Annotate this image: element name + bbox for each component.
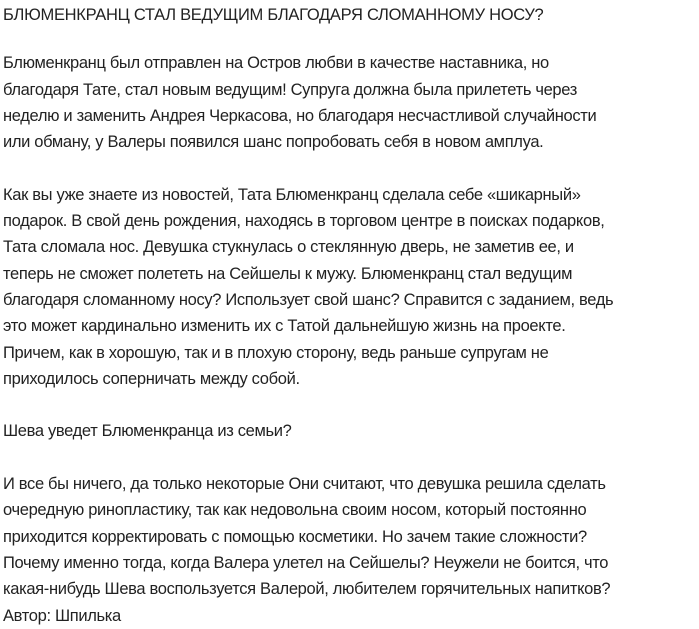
text-line: Почему именно тогда, когда Валера улетел на Сейшелы? Неужели не боится, что	[3, 552, 609, 572]
text-line: Причем, как в хорошую, так и в плохую сторону, ведь раньше супругам не	[3, 342, 549, 362]
text-line: благодаря сломанному носу? Использует свой шанс? Справится с заданием, ведь	[3, 289, 614, 309]
text-line: теперь не сможет полететь на Сейшелы к мужу. Блюменкранц стал ведущим	[3, 263, 573, 283]
text-line: благодаря Тате, стал новым ведущим! Супруга должна была прилететь через	[3, 79, 577, 99]
author-line: Автор: Шпилька	[3, 605, 121, 625]
text-line: Блюменкранц был отправлен на Остров любви в качестве наставника, но	[3, 53, 549, 73]
paragraph-broken-nose	[3, 182, 699, 392]
text-line: неделю и заменить Андрея Черкасова, но благодаря несчастливой случайности	[3, 105, 597, 125]
text-line: приходилось соперничать между собой.	[3, 368, 300, 388]
text-line: Как вы уже знаете из новостей, Тата Блюменкранц сделала себе «шикарный»	[3, 184, 581, 204]
subheading-text: Шева уведет Блюменкранца из семьи?	[3, 421, 292, 441]
text-line: Тата сломала нос. Девушка стукнулась о стеклянную дверь, не заметив ее, и	[3, 237, 574, 257]
text-line: И все бы ничего, да только некоторые Они считают, что девушка решила сделать	[3, 474, 606, 494]
text-line: какая-нибудь Шева воспользуется Валерой, любителем горячительных напитков?	[3, 579, 611, 599]
text-line: очередную ринопластику, так как недовольна своим носом, который постоянно	[3, 500, 587, 520]
paragraph-intro	[3, 50, 699, 155]
text-line: подарок. В свой день рождения, находясь в торговом центре в поисках подарков,	[3, 211, 605, 231]
text-line: или обману, у Валеры появился шанс попробовать себя в новом амплуа.	[3, 132, 544, 152]
subheading	[3, 418, 699, 444]
text-line: приходится корректировать с помощью косметики. Но зачем такие сложности?	[3, 526, 587, 546]
article-title: БЛЮМЕНКРАНЦ СТАЛ ВЕДУЩИМ БЛАГОДАРЯ СЛОМАННОМУ НОСУ?	[3, 5, 544, 24]
text-line: это может кардинально изменить их с Татой дальнейшую жизнь на проекте.	[3, 316, 566, 336]
paragraph-rhinoplasty	[3, 471, 699, 629]
